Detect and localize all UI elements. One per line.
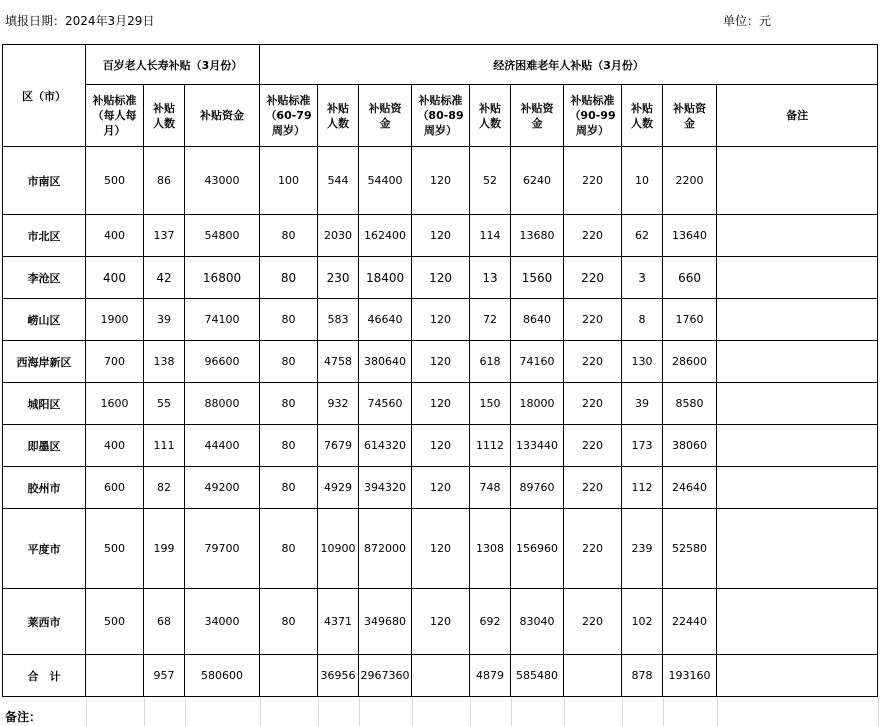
data-cell: 38060 [663,425,717,467]
fill-date: 填报日期：2024年3月29日 [5,14,155,28]
sub-header-cell: 补贴标准 （每人每 月） [86,85,144,147]
remarks-cell [717,509,878,589]
total-cell: 878 [622,655,663,697]
remarks-cell [717,215,878,257]
remarks-cell [717,299,878,341]
table-row [3,147,878,215]
table-row [3,299,878,341]
data-cell: 96600 [185,341,260,383]
remarks-cell [717,257,878,299]
remarks-cell [717,425,878,467]
sub-header-cell: 补贴 人数 [144,85,185,147]
data-cell: 8640 [511,299,564,341]
data-cell: 614320 [359,425,412,467]
data-cell: 220 [564,425,622,467]
remarks-cell [717,467,878,509]
sub-header-cell: 补贴标准 （60-79 周岁） [260,85,318,147]
data-cell: 220 [564,589,622,655]
data-cell: 100 [260,147,318,215]
unit-label: 单位：元 [723,14,772,28]
data-cell: 230 [318,257,359,299]
data-cell: 114 [470,215,511,257]
district-name: 莱西市 [3,589,86,655]
data-cell: 349680 [359,589,412,655]
data-cell: 13680 [511,215,564,257]
data-cell: 8 [622,299,663,341]
data-cell: 220 [564,383,622,425]
sub-header-cell: 补贴资 金 [511,85,564,147]
total-cell [717,655,878,697]
data-cell: 8580 [663,383,717,425]
data-cell: 120 [412,147,470,215]
data-cell: 68 [144,589,185,655]
data-cell: 748 [470,467,511,509]
data-cell: 500 [86,589,144,655]
data-cell: 239 [622,509,663,589]
data-cell: 52 [470,147,511,215]
data-cell: 62 [622,215,663,257]
data-cell: 111 [144,425,185,467]
data-cell: 82 [144,467,185,509]
data-cell: 400 [86,215,144,257]
data-cell: 199 [144,509,185,589]
data-cell: 89760 [511,467,564,509]
data-cell: 120 [412,341,470,383]
total-cell [260,655,318,697]
sub-header-cell: 补贴资 金 [663,85,717,147]
sub-header-cell: 补贴 人数 [318,85,359,147]
data-cell: 7679 [318,425,359,467]
data-cell: 72 [470,299,511,341]
district-name: 市北区 [3,215,86,257]
data-cell: 500 [86,147,144,215]
data-cell: 4929 [318,467,359,509]
data-cell: 79700 [185,509,260,589]
sub-header-cell: 补贴标准 （90-99 周岁） [564,85,622,147]
data-cell: 88000 [185,383,260,425]
data-cell: 83040 [511,589,564,655]
table-row [3,215,878,257]
table-row [3,467,878,509]
data-cell: 2200 [663,147,717,215]
sub-header-cell: 补贴资金 [185,85,260,147]
data-cell: 18400 [359,257,412,299]
data-cell: 80 [260,257,318,299]
data-cell: 80 [260,509,318,589]
data-cell: 10 [622,147,663,215]
data-cell: 173 [622,425,663,467]
data-cell: 39 [622,383,663,425]
data-cell: 618 [470,341,511,383]
data-cell: 138 [144,341,185,383]
total-cell [412,655,470,697]
data-cell: 120 [412,467,470,509]
data-cell: 692 [470,589,511,655]
data-cell: 220 [564,299,622,341]
sub-header-cell: 补贴资 金 [359,85,412,147]
data-cell: 400 [86,425,144,467]
data-cell: 13640 [663,215,717,257]
data-cell: 39 [144,299,185,341]
district-name: 平度市 [3,509,86,589]
data-cell: 80 [260,467,318,509]
footnote: 备注： [5,710,42,724]
data-cell: 120 [412,215,470,257]
total-cell [564,655,622,697]
data-cell: 54800 [185,215,260,257]
data-cell: 43000 [185,147,260,215]
data-cell: 112 [622,467,663,509]
data-cell: 220 [564,147,622,215]
table-row [3,425,878,467]
total-cell: 193160 [663,655,717,697]
data-cell: 54400 [359,147,412,215]
data-cell: 1600 [86,383,144,425]
sub-header-cell: 补贴标准 （80-89 周岁） [412,85,470,147]
data-cell: 80 [260,589,318,655]
data-cell: 49200 [185,467,260,509]
data-cell: 74160 [511,341,564,383]
total-row [3,655,878,697]
data-cell: 932 [318,383,359,425]
data-cell: 44400 [185,425,260,467]
data-cell: 220 [564,341,622,383]
district-name: 市南区 [3,147,86,215]
data-cell: 872000 [359,509,412,589]
district-name: 胶州市 [3,467,86,509]
data-cell: 380640 [359,341,412,383]
table-row [3,341,878,383]
data-cell: 220 [564,257,622,299]
data-cell: 500 [86,509,144,589]
remarks-cell [717,341,878,383]
data-cell: 13 [470,257,511,299]
data-cell: 120 [412,509,470,589]
data-cell: 1900 [86,299,144,341]
data-cell: 120 [412,257,470,299]
data-cell: 220 [564,215,622,257]
data-cell: 394320 [359,467,412,509]
data-cell: 74100 [185,299,260,341]
data-cell: 16800 [185,257,260,299]
data-cell: 22440 [663,589,717,655]
subsidy-table [2,44,878,697]
data-cell: 10900 [318,509,359,589]
total-cell: 957 [144,655,185,697]
data-cell: 4758 [318,341,359,383]
data-cell: 120 [412,589,470,655]
data-cell: 55 [144,383,185,425]
data-cell: 156960 [511,509,564,589]
district-header: 区（市） [3,45,86,147]
table-row [3,589,878,655]
data-cell: 220 [564,467,622,509]
table-row [3,509,878,589]
data-cell: 80 [260,299,318,341]
total-cell [86,655,144,697]
data-cell: 700 [86,341,144,383]
data-cell: 400 [86,257,144,299]
data-cell: 4371 [318,589,359,655]
total-cell: 580600 [185,655,260,697]
data-cell: 46640 [359,299,412,341]
remarks-cell [717,147,878,215]
data-cell: 660 [663,257,717,299]
data-cell: 3 [622,257,663,299]
district-name: 即墨区 [3,425,86,467]
data-cell: 18000 [511,383,564,425]
district-name: 城阳区 [3,383,86,425]
data-cell: 2030 [318,215,359,257]
data-cell: 137 [144,215,185,257]
data-cell: 28600 [663,341,717,383]
data-cell: 80 [260,425,318,467]
total-cell: 2967360 [359,655,412,697]
data-cell: 600 [86,467,144,509]
data-cell: 86 [144,147,185,215]
district-name: 李沧区 [3,257,86,299]
sub-header-cell: 补贴 人数 [622,85,663,147]
data-cell: 80 [260,215,318,257]
data-cell: 1560 [511,257,564,299]
data-cell: 42 [144,257,185,299]
data-cell: 80 [260,383,318,425]
total-label: 合 计 [3,655,86,697]
data-cell: 544 [318,147,359,215]
remarks-cell [717,383,878,425]
table-row [3,383,878,425]
data-cell: 1112 [470,425,511,467]
data-cell: 6240 [511,147,564,215]
data-cell: 1760 [663,299,717,341]
remarks-cell [717,589,878,655]
remarks-header: 备注 [717,85,878,147]
data-cell: 120 [412,425,470,467]
data-cell: 120 [412,299,470,341]
group2-title: 经济困难老年人补贴（3月份） [260,45,878,85]
sub-header-row [3,85,878,147]
total-cell: 36956 [318,655,359,697]
data-cell: 150 [470,383,511,425]
total-cell: 585480 [511,655,564,697]
total-cell: 4879 [470,655,511,697]
data-cell: 74560 [359,383,412,425]
district-name: 西海岸新区 [3,341,86,383]
data-cell: 80 [260,341,318,383]
data-cell: 583 [318,299,359,341]
data-cell: 24640 [663,467,717,509]
data-cell: 162400 [359,215,412,257]
data-cell: 34000 [185,589,260,655]
data-cell: 220 [564,509,622,589]
sub-header-cell: 补贴 人数 [470,85,511,147]
data-cell: 133440 [511,425,564,467]
data-cell: 130 [622,341,663,383]
table-row [3,257,878,299]
data-cell: 120 [412,383,470,425]
data-cell: 1308 [470,509,511,589]
data-cell: 102 [622,589,663,655]
group1-title: 百岁老人长寿补贴（3月份） [86,45,260,85]
district-name: 崂山区 [3,299,86,341]
data-cell: 52580 [663,509,717,589]
